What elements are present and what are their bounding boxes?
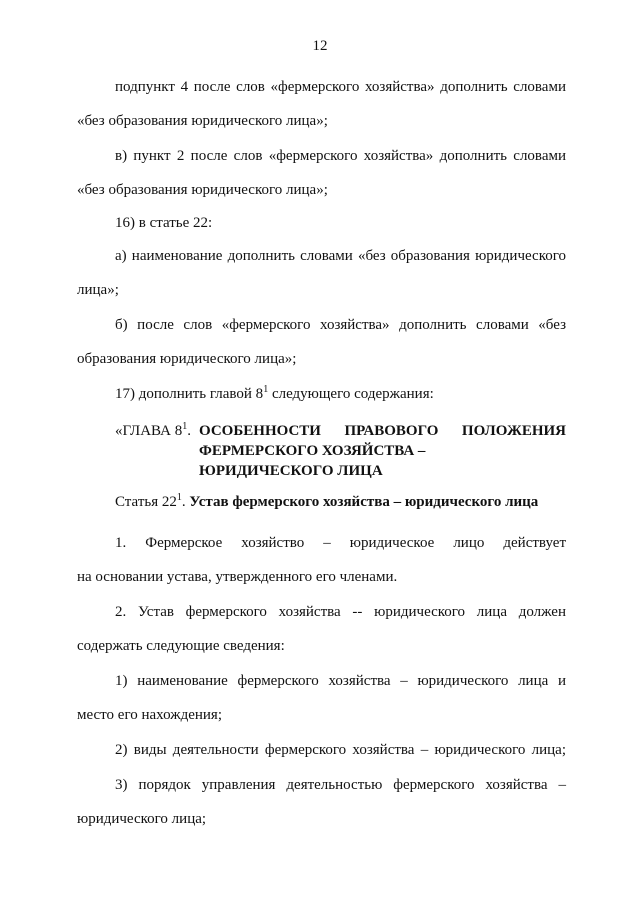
chapter-title-line: ЮРИДИЧЕСКОГО ЛИЦА [199,463,383,479]
paragraph-item-16 [77,206,566,240]
paragraph-line: лица»; [77,282,119,298]
paragraph-line: «без образования юридического лица»; [77,182,328,198]
paragraph-line: 1) наименование фермерского хозяйства – юридического лица и [115,673,566,689]
paragraph-item-a [77,239,566,307]
paragraph-text: 17) дополнить главой 8 [115,386,264,402]
chapter-title-line: ФЕРМЕРСКОГО ХОЗЯЙСТВА – [199,443,426,459]
superscript: 1 [176,492,182,503]
paragraph-line: в) пункт 2 после слов «фермерского хозяйства» дополнить словами [115,148,566,164]
superscript: 1 [182,421,188,432]
paragraph-line: образования юридического лица»; [77,351,297,367]
article-label: Статья 22 [115,494,177,510]
paragraph-line: 1. Фермерское хозяйство – юридическое лицо действует [115,535,566,551]
chapter-title [199,421,566,481]
paragraph-text: следующего содержания: [268,386,434,402]
paragraph-item-17 [77,377,566,411]
list-item-2 [77,733,566,767]
paragraph-line: 3) порядок управления деятельностью фермерского хозяйства – [115,777,566,793]
paragraph-line: а) наименование дополнить словами «без образования юридического [115,248,566,264]
article-point-2 [77,595,566,663]
paragraph-line: 16) в статье 22: [115,215,213,231]
paragraph-line: содержать следующие сведения: [77,638,285,654]
paragraph-line: 2) виды деятельности фермерского хозяйства – юридического лица; [115,742,566,758]
page-number: 12 [312,38,328,54]
list-item-3 [77,768,566,836]
paragraph-item-v [77,139,566,207]
list-item-1 [77,664,566,732]
paragraph-line: б) после слов «фермерского хозяйства» дополнить словами «без [115,317,566,333]
paragraph-line: подпункт 4 после слов «фермерского хозяйства» дополнить словами [115,79,566,95]
paragraph-item-b [77,308,566,376]
superscript: 1 [263,384,269,395]
paragraph-line: 2. Устав фермерского хозяйства -- юридического лица должен [115,604,566,620]
article-title: Устав фермерского хозяйства – юридического лица [189,494,539,510]
paragraph-line [77,377,566,411]
paragraph-line: «без образования юридического лица»; [77,113,328,129]
article-dot: . [181,494,190,510]
chapter-prefix [115,421,191,441]
paragraph-line: юридического лица; [77,811,207,827]
article-point-1 [77,526,566,594]
chapter-dot: . [187,423,191,439]
chapter-title-line: ОСОБЕННОСТИ ПРАВОВОГО ПОЛОЖЕНИЯ [199,423,566,439]
paragraph-line: место его нахождения; [77,707,222,723]
article-heading [115,494,566,511]
paragraph-line: на основании устава, утвержденного его членами. [77,569,398,585]
paragraph-subpoint-4 [77,70,566,138]
chapter-label: «ГЛАВА 8 [115,423,183,439]
